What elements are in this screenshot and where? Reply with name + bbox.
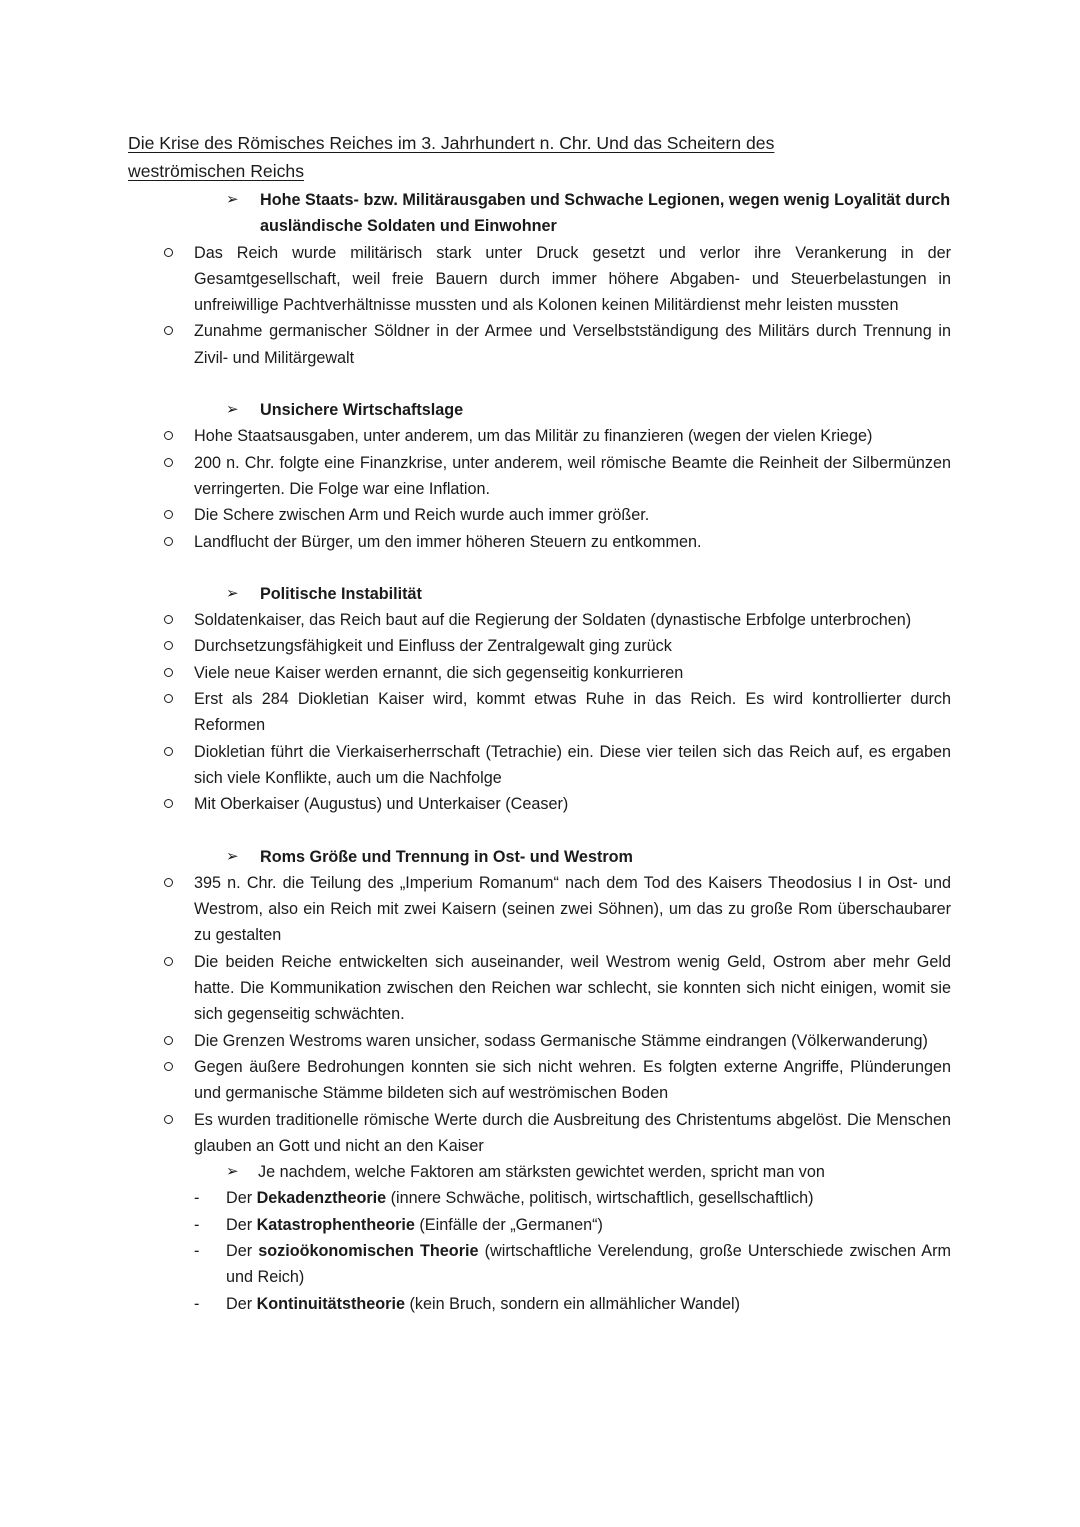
list-item: [128, 739, 1017, 792]
arrow-bullet-icon: ➢: [226, 584, 239, 602]
theory-prefix: Der: [226, 1189, 257, 1208]
section-economy: [128, 397, 952, 555]
bullet-list: [128, 607, 952, 817]
list-item-text: 395 n. Chr. die Teilung des „Imperium Romanum“ nach dem Tod des Kaisers Theodosius I in Ost- und Westrom, also ein Reich mit zwei Kaisern (seinen zwei Söhnen), um das zu große Rom überschaubarer zu gestalten: [194, 873, 951, 945]
arrow-bullet-icon: ➢: [226, 847, 239, 865]
circle-bullet-icon: [164, 799, 173, 808]
theory-item: [128, 1291, 952, 1317]
section-division: [128, 844, 952, 1317]
theories-list: [128, 1185, 952, 1316]
theory-item: [128, 1238, 952, 1291]
list-item: [128, 450, 1017, 503]
theory-desc: (wirtschaftliche Verelendung, große Unterschiede zwischen Arm und Reich): [226, 1241, 951, 1287]
dash-bullet-icon: -: [194, 1241, 200, 1260]
section-heading-text: Unsichere Wirtschaftslage: [260, 401, 464, 420]
circle-bullet-icon: [164, 878, 173, 887]
section-heading: [128, 397, 952, 423]
circle-bullet-icon: [164, 1062, 173, 1071]
bullet-list: [128, 870, 952, 1159]
circle-bullet-icon: [164, 537, 173, 546]
list-item-text: Mit Oberkaiser (Augustus) und Unterkaiser (Ceaser): [194, 795, 569, 814]
list-item-text: Erst als 284 Diokletian Kaiser wird, kommt etwas Ruhe in das Reich. Es wird kontrollierter durch Reformen: [194, 690, 951, 735]
list-item-text: Zunahme germanischer Söldner in der Armee und Verselbstständigung des Militärs durch Trennung in Zivil- und Militärgewalt: [194, 322, 951, 367]
section-heading-text: Politische Instabilität: [260, 584, 422, 603]
list-item-text: Die beiden Reiche entwickelten sich auseinander, weil Westrom wenig Geld, Ostrom aber mehr Geld hatte. Die Kommunikation zwischen den Reichen war schlecht, sie konnten sich nicht einigen, womit sie sich gegenseitig schwächten.: [194, 952, 951, 1024]
theory-desc: (Einfälle der „Germanen“): [414, 1215, 603, 1234]
circle-bullet-icon: [164, 458, 173, 467]
list-item-text: 200 n. Chr. folgte eine Finanzkrise, unter anderem, weil römische Beamte die Reinheit der Silbermünzen verringerten. Die Folge war eine Inflation.: [194, 453, 951, 498]
list-item: [128, 502, 1017, 528]
list-item-text: Diokletian führt die Vierkaiserherrschaft (Tetrachie) ein. Diese vier teilen sich das Reich auf, es ergaben sich viele Konflikte, auch um die Nachfolge: [194, 742, 951, 787]
list-item-text: Durchsetzungsfähigkeit und Einfluss der Zentralgewalt ging zurück: [194, 637, 672, 656]
circle-bullet-icon: [164, 326, 173, 335]
list-item: [128, 1054, 1017, 1107]
theory-item: [128, 1185, 952, 1211]
arrow-bullet-icon: ➢: [226, 1163, 239, 1181]
list-item: [128, 633, 1017, 659]
list-item-text: Soldatenkaiser, das Reich baut auf die Regierung der Soldaten (dynastische Erbfolge unterbrochen): [194, 611, 912, 630]
list-item: [128, 660, 1017, 686]
circle-bullet-icon: [164, 747, 173, 756]
circle-bullet-icon: [164, 957, 173, 966]
bullet-list: [128, 423, 952, 554]
theory-prefix: Der: [226, 1241, 259, 1260]
list-item: [128, 240, 1017, 319]
theory-desc: (innere Schwäche, politisch, wirtschaftlich, gesellschaftlich): [386, 1189, 814, 1208]
theory-prefix: Der: [226, 1294, 257, 1313]
circle-bullet-icon: [164, 641, 173, 650]
dash-bullet-icon: -: [194, 1215, 200, 1234]
list-item: [128, 423, 1017, 449]
section-heading-text: Roms Größe und Trennung in Ost- und Westrom: [260, 847, 633, 866]
section-heading: [128, 581, 952, 607]
theory-name: sozioökonomischen Theorie: [258, 1241, 479, 1260]
circle-bullet-icon: [164, 694, 173, 703]
dash-bullet-icon: -: [194, 1294, 200, 1313]
section-heading: [128, 844, 952, 870]
document-title: Die Krise des Römisches Reiches im 3. Jahrhundert n. Chr. Und das Scheitern des weströmischen Reichs: [128, 133, 775, 181]
arrow-bullet-icon: ➢: [226, 191, 239, 208]
theory-name: Dekadenztheorie: [256, 1189, 387, 1208]
list-item: [128, 318, 1017, 371]
list-item-text: Hohe Staatsausgaben, unter anderem, um das Militär zu finanzieren (wegen der vielen Kriege): [194, 427, 873, 446]
dash-bullet-icon: -: [194, 1189, 200, 1208]
list-item: [128, 607, 1017, 633]
circle-bullet-icon: [164, 248, 173, 257]
circle-bullet-icon: [164, 668, 173, 677]
arrow-bullet-icon: ➢: [226, 401, 239, 419]
bullet-list: [128, 240, 952, 371]
circle-bullet-icon: [164, 615, 173, 624]
section-politics: [128, 581, 952, 818]
section-military: [128, 187, 952, 371]
list-item: [128, 1107, 1017, 1160]
list-item: [128, 949, 1017, 1028]
circle-bullet-icon: [164, 1036, 173, 1045]
theory-item: [128, 1212, 952, 1238]
list-item-text: Die Grenzen Westroms waren unsicher, sodass Germanische Stämme eindrangen (Völkerwanderung): [194, 1031, 928, 1050]
circle-bullet-icon: [164, 431, 173, 440]
list-item-text: Die Schere zwischen Arm und Reich wurde auch immer größer.: [194, 506, 650, 525]
list-item: [128, 791, 1017, 817]
theory-name: Katastrophentheorie: [256, 1215, 415, 1234]
list-item: [128, 686, 1017, 739]
circle-bullet-icon: [164, 1115, 173, 1124]
circle-bullet-icon: [164, 510, 173, 519]
theory-name: Kontinuitätstheorie: [256, 1294, 405, 1313]
list-item: [128, 1028, 1017, 1054]
section-heading-text: Hohe Staats- bzw. Militärausgaben und Schwache Legionen, wegen wenig Loyalität durch ausländische Soldaten und Einwohner: [260, 191, 951, 236]
theory-desc: (kein Bruch, sondern ein allmählicher Wandel): [404, 1294, 740, 1313]
list-item: [128, 870, 1017, 949]
list-item: [128, 529, 1017, 555]
list-item-text: Landflucht der Bürger, um den immer höheren Steuern zu entkommen.: [194, 532, 702, 551]
list-item-text: Viele neue Kaiser werden ernannt, die sich gegenseitig konkurrieren: [194, 663, 684, 682]
theory-prefix: Der: [226, 1215, 257, 1234]
theories-intro: [128, 1159, 952, 1185]
section-heading: [128, 187, 952, 240]
list-item-text: Es wurden traditionelle römische Werte durch die Ausbreitung des Christentums abgelöst. Die Menschen glauben an Gott und nicht an den Kaiser: [194, 1110, 951, 1155]
list-item-text: Gegen äußere Bedrohungen konnten sie sich nicht wehren. Es folgten externe Angriffe, Plünderungen und germanische Stämme bildeten sich auf weströmischen Boden: [194, 1057, 951, 1103]
list-item-text: Das Reich wurde militärisch stark unter Druck gesetzt und verlor ihre Verankerung in der Gesamtgesellschaft, weil freie Bauern durch immer höhere Abgaben- und Steuerbelastungen in unfreiwillige Pachtverhältnisse mussten und als Kolonen keinen Militärdienst mehr leisten mussten: [194, 243, 951, 315]
theories-intro-text: Je nachdem, welche Faktoren am stärksten gewichtet werden, spricht man von: [258, 1163, 825, 1182]
